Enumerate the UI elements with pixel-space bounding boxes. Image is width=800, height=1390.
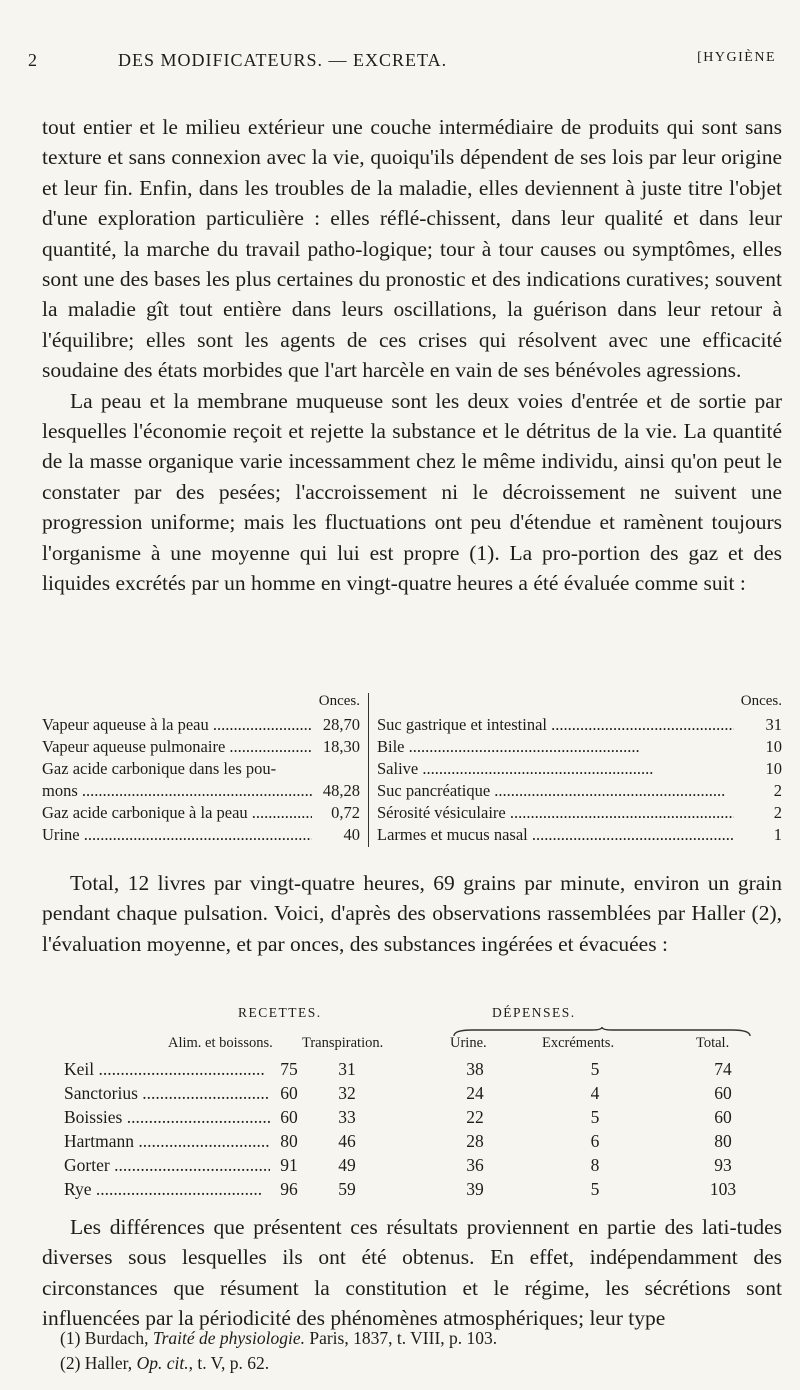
cell: 80 — [714, 1131, 732, 1151]
cell: 33 — [338, 1107, 356, 1127]
row-label: Bile ..... — [377, 737, 734, 757]
footnote-2 — [60, 1351, 780, 1376]
paragraph-1: tout entier et le milieu extérieur une couche intermédiaire de produits qui sont sans texture et sans connexion avec la vie, quoiqu'ils dépendent de ses lois par leur origine et leur fin. Enfin, dans les troubles de la maladie, elles deviennent à juste titre l'objet d'une exploration particulière : elles réflé-chissent, dans leur qualité et dans leur quantité, la marche du travail patho-logique; tour à tour causes ou symptômes, elles sont une des bases les plus certaines du pronostic et des indications curatives; souvent la maladie gît tout entière dans leurs oscillations, la guérison dans leur retour à l'équilibre; elles sont les agents de ces crises qui résolvent avec une efficacité soudaine des états morbides que l'art harcèle en vain de ses bénévoles agressions. — [42, 115, 782, 383]
cell: 91 — [280, 1155, 298, 1175]
table-row — [64, 1155, 764, 1179]
cell: 60 — [714, 1107, 732, 1127]
footnote-text: (2) Haller, — [60, 1353, 137, 1373]
haller-intake-table — [64, 1005, 764, 1235]
cell: 36 — [466, 1155, 484, 1175]
row-label: Gaz acide carbonique dans les pou- — [42, 759, 277, 778]
col-header: Excréments. — [542, 1035, 615, 1051]
row-value: 0,72 — [331, 803, 360, 822]
row-label: Salive ..... — [377, 759, 734, 779]
row-name: Gorter ..... — [64, 1155, 270, 1176]
cell: 75 — [280, 1059, 298, 1079]
ounces-row — [42, 781, 360, 803]
col-header: Total. — [696, 1035, 730, 1051]
ounces-left-column — [42, 693, 360, 847]
row-name: Sanctorius ..... — [64, 1083, 270, 1104]
row-value: 18,30 — [322, 737, 360, 756]
table-row — [64, 1107, 764, 1131]
row-value: 10 — [765, 737, 782, 756]
ounces-right-column — [368, 693, 782, 847]
row-name: Boissies ..... — [64, 1107, 270, 1128]
row-label: Vapeur aqueuse à la peau ..... — [42, 715, 312, 735]
cell: 46 — [338, 1131, 356, 1151]
row-label: Vapeur aqueuse pulmonaire ..... — [42, 737, 312, 757]
cell: 80 — [280, 1131, 298, 1151]
cell: 4 — [590, 1083, 600, 1103]
cell: 74 — [714, 1059, 732, 1079]
ounces-row — [42, 803, 360, 825]
row-label: Urine ..... — [42, 825, 312, 845]
cell: 103 — [709, 1179, 737, 1199]
paragraph-4: Les différences que présentent ces résultats proviennent en partie des lati-tudes diverses sous lesquelles ils ont été obtenus. En effet, indépendamment des circonstances que résument la constitution et le régime, les sécrétions sont influencées par la périodicité des phénomènes atmosphériques; leur type — [42, 1215, 782, 1331]
row-value: 31 — [765, 715, 782, 734]
cell: 5 — [590, 1179, 600, 1199]
ounces-row — [42, 737, 360, 759]
intro-text — [42, 112, 782, 599]
row-name: Rye ..... — [64, 1179, 270, 1200]
cell: 5 — [590, 1107, 600, 1127]
cell: 28 — [466, 1131, 484, 1151]
cell: 39 — [466, 1179, 484, 1199]
group-header-recettes: RECETTES. — [238, 1005, 322, 1020]
col-header: Transpiration. — [302, 1035, 384, 1051]
cell: 49 — [338, 1155, 356, 1175]
row-label: Sérosité vésiculaire ..... — [377, 803, 734, 823]
col-header: Urine. — [450, 1035, 487, 1051]
cell: 8 — [590, 1155, 600, 1175]
footnote-text: , t. V, p. 62. — [188, 1353, 270, 1373]
row-name: Hartmann ..... — [64, 1131, 270, 1152]
cell: 22 — [466, 1107, 484, 1127]
unit-label: Onces. — [740, 693, 782, 709]
table-row — [64, 1131, 764, 1155]
total-text — [42, 868, 782, 959]
footnote-text: Paris, 1837, t. VIII, p. 103. — [304, 1328, 498, 1348]
cell: 38 — [466, 1059, 484, 1079]
running-title: DES MODIFICATEURS. — EXCRETA. — [118, 50, 448, 70]
table-row — [64, 1083, 764, 1107]
cell: 5 — [590, 1059, 600, 1079]
paragraph-3: Total, 12 livres par vingt-quatre heures, 69 grains par minute, environ un grain pendant chaque pulsation. Voici, d'après des observations rassemblées par Haller (2), l'évaluation moyenne, et par onces, des substances ingérées et évacuées : — [42, 871, 782, 956]
cell: 59 — [338, 1179, 356, 1199]
col-header: Alim. et boissons. — [168, 1035, 273, 1051]
table-row — [64, 1059, 764, 1083]
unit-label: Onces. — [318, 693, 360, 709]
ounces-row — [42, 715, 360, 737]
excretion-ounces-table — [42, 693, 782, 845]
differences-text — [42, 1212, 782, 1334]
footnote-title: Traité de physiologie. — [152, 1328, 305, 1348]
row-value: 2 — [773, 803, 782, 822]
ounces-row — [42, 759, 360, 781]
cell: 32 — [338, 1083, 356, 1103]
table-row — [64, 1179, 764, 1203]
cell: 6 — [590, 1131, 600, 1151]
footnote-title: Op. cit. — [136, 1353, 189, 1373]
ounces-row — [377, 759, 782, 781]
row-value: 40 — [343, 825, 360, 844]
ounces-row — [377, 715, 782, 737]
ounces-row — [377, 781, 782, 803]
row-value: 1 — [773, 825, 782, 844]
cell: 24 — [466, 1083, 484, 1103]
ounces-row — [377, 737, 782, 759]
group-header-depenses: DÉPENSES. — [492, 1005, 576, 1020]
row-label: mons ..... — [42, 781, 312, 801]
cell: 60 — [714, 1083, 732, 1103]
ounces-row — [42, 825, 360, 847]
ounces-row — [377, 825, 782, 847]
footnote-1 — [60, 1326, 780, 1351]
paragraph-2: La peau et la membrane muqueuse sont les deux voies d'entrée et de sortie par lesquelles l'économie reçoit et rejette la substance et le détritus de la vie. La quantité de la masse organique varie incessamment chez le même individu, ainsi qu'on peut le constater par des pesées; l'accroissement ni le décroissement ne suivent une progression uniforme; mais les fluctuations ont peu d'étendue et ramènent toujours l'organisme à une moyenne qui lui est propre (1). La pro-portion des gaz et des liquides excrétés par un homme en vingt-quatre heures a été évaluée comme suit : — [42, 388, 782, 596]
row-label: Suc pancréatique ..... — [377, 781, 734, 801]
row-name: Keil ..... — [64, 1059, 270, 1080]
cell: 93 — [714, 1155, 732, 1175]
row-value: 48,28 — [322, 781, 360, 800]
cell: 96 — [280, 1179, 298, 1199]
row-label: Larmes et mucus nasal ..... — [377, 825, 734, 845]
cell: 60 — [280, 1107, 298, 1127]
row-value: 2 — [773, 781, 782, 800]
cell: 31 — [338, 1059, 356, 1079]
cell: 60 — [280, 1083, 298, 1103]
running-header — [28, 50, 776, 82]
row-value: 10 — [765, 759, 782, 778]
page-number: 2 — [28, 50, 38, 70]
row-label: Gaz acide carbonique à la peau ..... — [42, 803, 312, 823]
section-label: [HYGIÈNE — [697, 50, 776, 65]
footnotes — [60, 1326, 780, 1376]
ounces-row — [377, 803, 782, 825]
row-value: 28,70 — [322, 715, 360, 734]
footnote-text: (1) Burdach, — [60, 1328, 153, 1348]
row-label: Suc gastrique et intestinal ..... — [377, 715, 734, 735]
